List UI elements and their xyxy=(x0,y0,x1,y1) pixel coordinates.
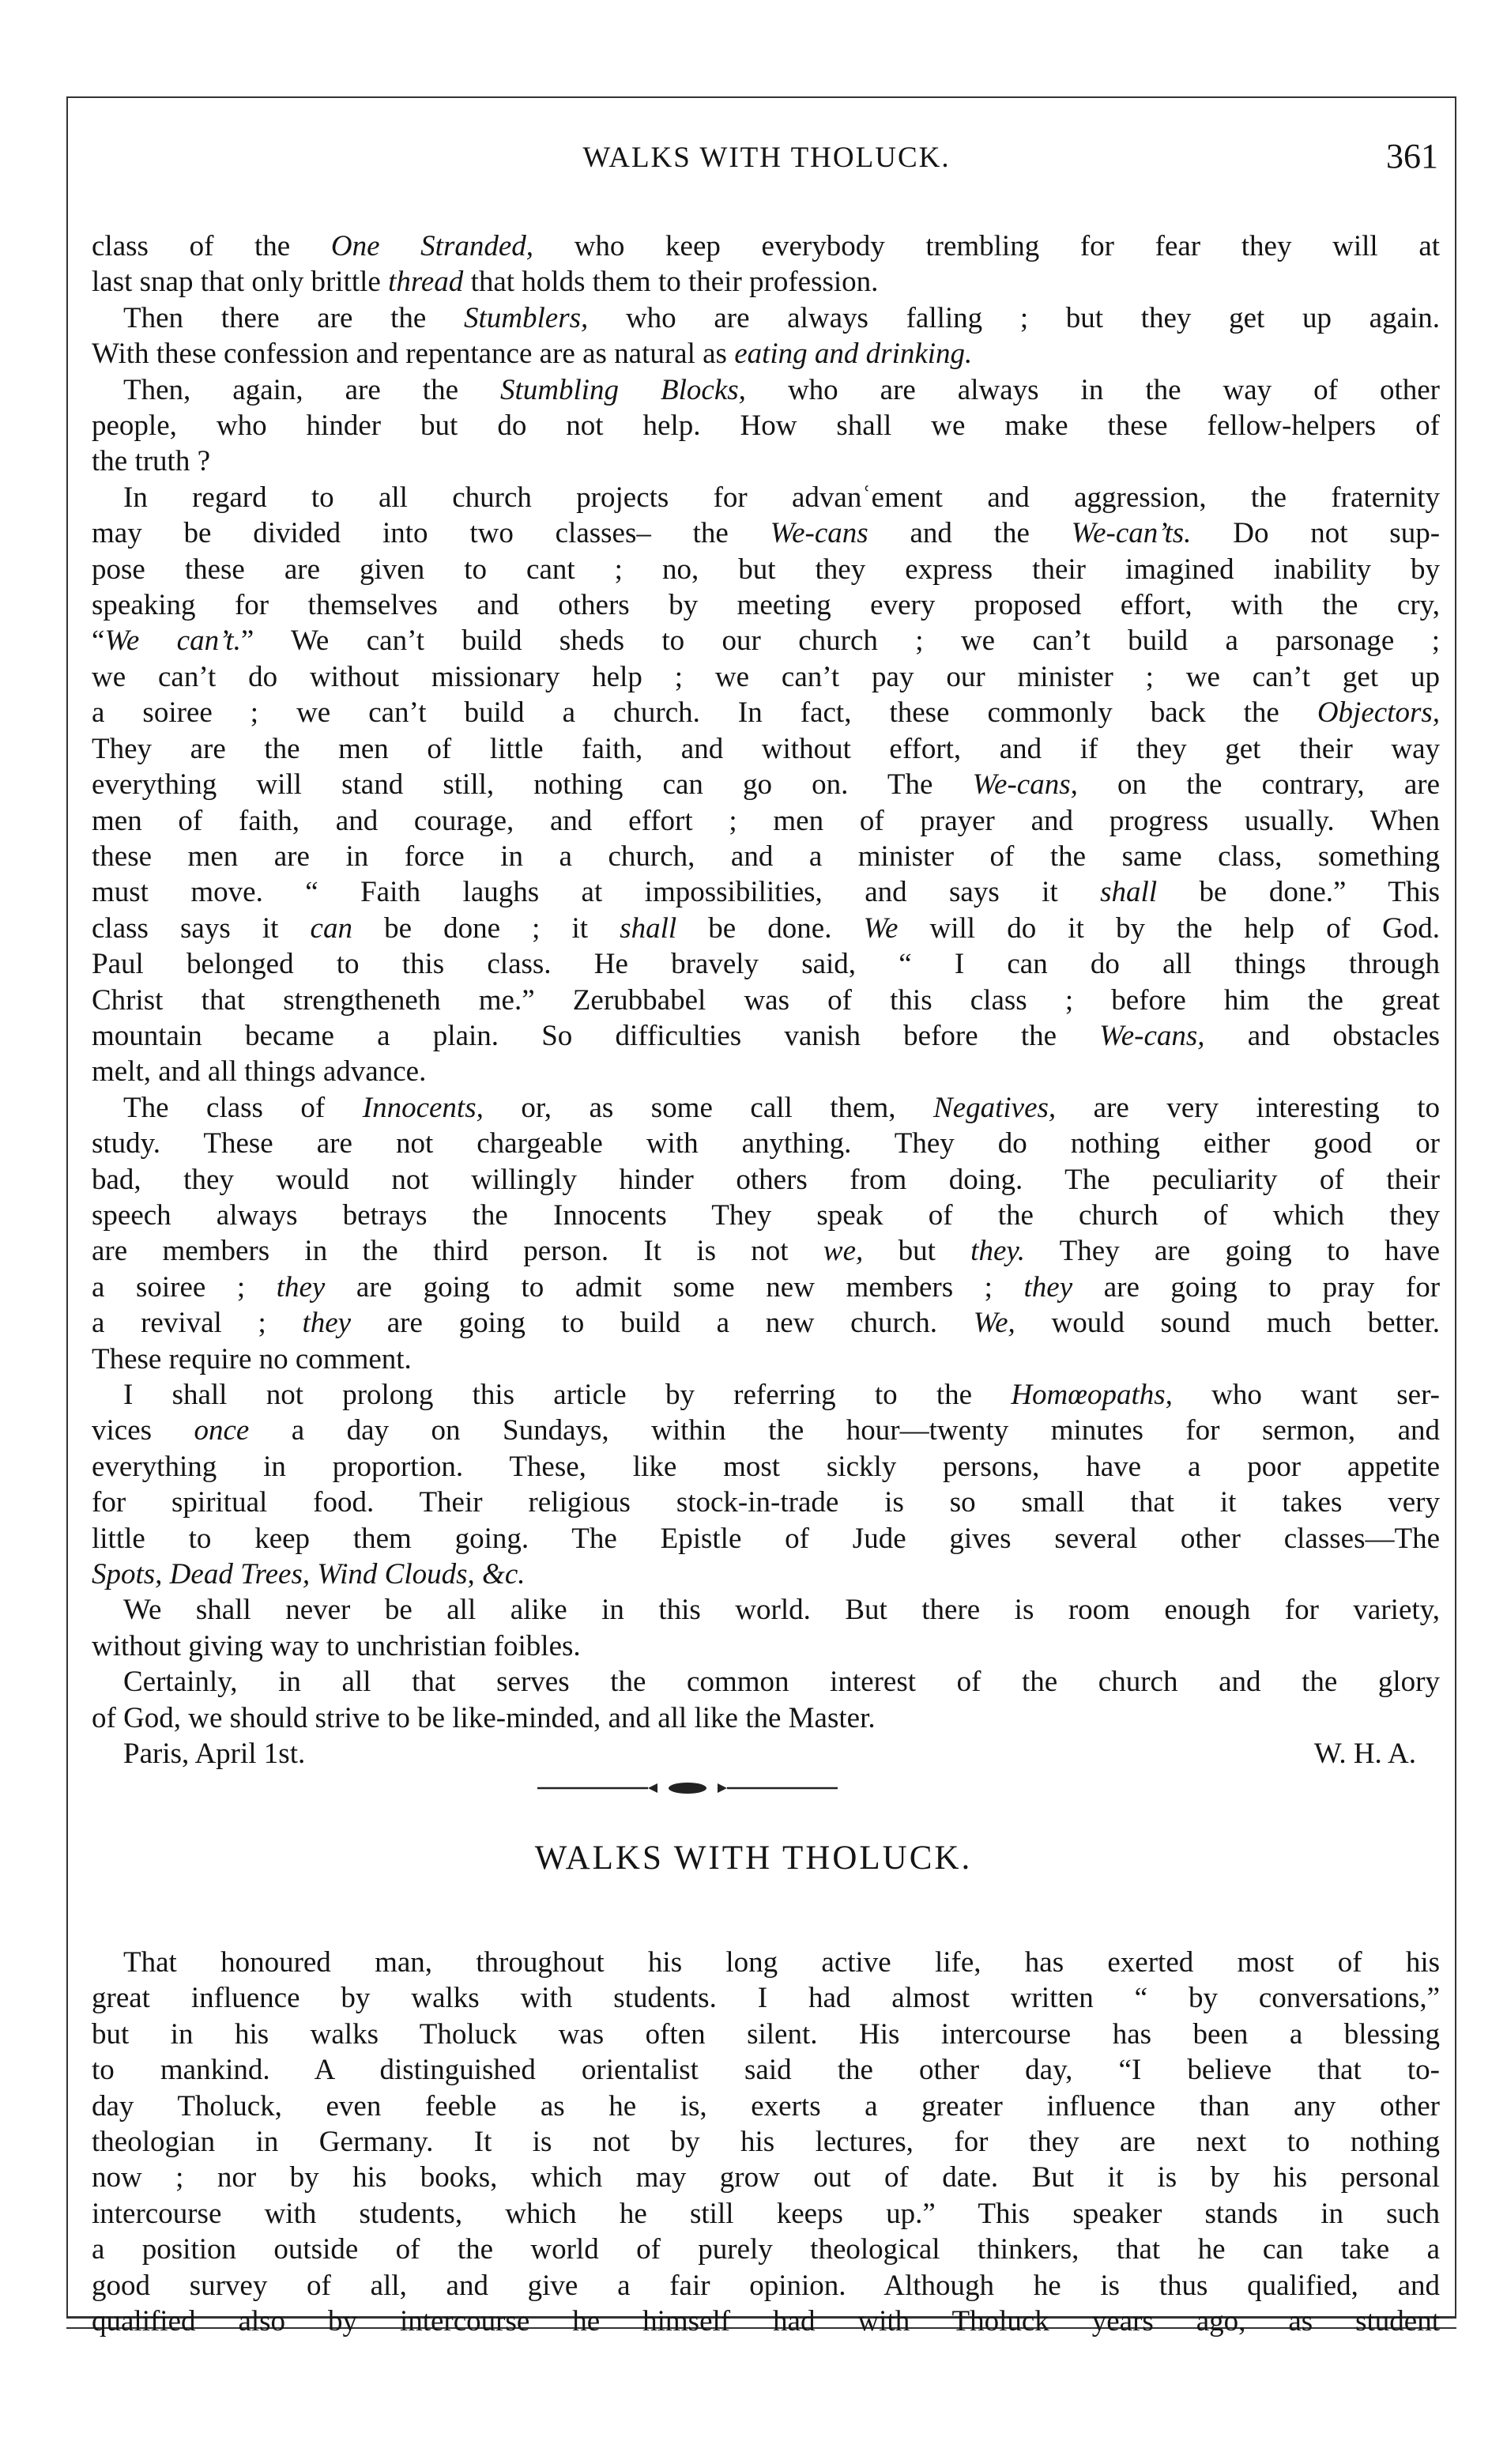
paragraph: must move. “ Faith laughs at impossibilities, and says it shall be done.” This xyxy=(92,876,1441,909)
paragraph: vices once a day on Sundays, within the hour—twenty minutes for sermon, and xyxy=(92,1414,1440,1447)
paragraph: mountain became a plain. So difficulties vanish before the We-cans, and obstacles xyxy=(92,1019,1441,1052)
paragraph: With these confession and repentance are as natural as eating and drinking. xyxy=(92,338,973,371)
paragraph: study. These are not chargeable with anything. They do nothing either good or xyxy=(92,1127,1440,1160)
text-line: but in his walks Tholuck was often silent. His intercourse has been a blessing xyxy=(92,2017,1440,2051)
paragraph: class of the One Stranded, who keep everybody trembling for fear they will at xyxy=(92,230,1441,262)
text-line: great influence by walks with students. I had almost written “ by conversations,” xyxy=(92,1982,1440,2015)
paragraph: They are the men of little faith, and without effort, and if they get their way xyxy=(92,732,1440,765)
text-line: good survey of all, and give a fair opinion. Although he is thus qualified, and xyxy=(92,2269,1440,2302)
text-line: That honoured man, throughout his long active life, has exerted most of his xyxy=(123,1946,1440,1979)
paragraph: We shall never be all alike in this world. But there is room enough for variety, xyxy=(123,1594,1440,1627)
running-title: WALKS WITH THOLUCK. xyxy=(582,142,951,174)
paragraph: Paul belonged to this class. He bravely said, “ I can do all things through xyxy=(92,948,1440,981)
paragraph: a soiree ; they are going to admit some new members ; they are going to pray for xyxy=(92,1270,1441,1304)
paragraph: we can’t do without missionary help ; we can’t pay our minister ; we can’t get up xyxy=(92,660,1440,693)
paragraph: Then there are the Stumblers, who are always falling ; but they get up again. xyxy=(123,301,1440,334)
article-body xyxy=(92,228,1440,1772)
paragraph: class says it can be done ; it shall be done. We will do it by the help of God. xyxy=(92,911,1441,945)
place-date: Paris, April 1st. xyxy=(123,1738,306,1771)
text-line: qualified also by intercourse he himself had with Tholuck years ago, as student xyxy=(92,2305,1440,2338)
signature-line xyxy=(92,1736,1440,1772)
ornament-divider xyxy=(537,1779,838,1798)
paragraph: Then, again, are the Stumbling Blocks, who are always in the way of other xyxy=(123,373,1440,406)
paragraph: The class of Innocents, or, as some call them, Negatives, are very interesting to xyxy=(123,1091,1441,1124)
paragraph: a soiree ; we can’t build a church. In fact, these commonly back the Objectors, xyxy=(92,696,1441,730)
text-line: theologian in Germany. It is not by his lectures, for they are next to nothing xyxy=(92,2126,1440,2159)
paragraph: In regard to all church projects for advanʿement and aggression, the fraternity xyxy=(123,481,1440,514)
text-line: intercourse with students, which he still keeps up.” This speaker stands in such xyxy=(92,2197,1440,2230)
text-line: now ; nor by his books, which may grow out of date. But it is by his personal xyxy=(92,2161,1440,2194)
paragraph: people, who hinder but do not help. How shall we make these fellow-helpers of xyxy=(92,409,1440,443)
paragraph: These require no comment. xyxy=(92,1342,412,1375)
text-line: a position outside of the world of purely theological thinkers, that he can take a xyxy=(92,2233,1440,2266)
paragraph: melt, and all things advance. xyxy=(92,1055,427,1089)
paragraph: without giving way to unchristian foibles. xyxy=(92,1629,581,1662)
paragraph: Certainly, in all that serves the common interest of the church and the glory xyxy=(123,1666,1440,1699)
paragraph: may be divided into two classes– the We-cans and the We-can’ts. Do not sup- xyxy=(92,517,1441,550)
paragraph: last snap that only brittle thread that holds them to their profession. xyxy=(92,266,879,299)
paragraph: Spots, Dead Trees, Wind Clouds, &c. xyxy=(92,1558,526,1591)
paragraph: everything will stand still, nothing can go on. The We-cans, on the contrary, are xyxy=(92,768,1441,802)
paragraph: the truth ? xyxy=(92,445,211,478)
paragraph: speaking for themselves and others by meeting every proposed effort, with the cry, xyxy=(92,589,1440,622)
page-number: 361 xyxy=(1386,137,1438,175)
paragraph: of God, we should strive to be like-minded, and all like the Master. xyxy=(92,1701,876,1734)
paragraph: bad, they would not willingly hinder others from doing. The peculiarity of their xyxy=(92,1163,1440,1196)
paragraph: little to keep them going. The Epistle of Jude gives several other classes—The xyxy=(92,1522,1440,1555)
paragraph: a revival ; they are going to build a new church. We, would sound much better. xyxy=(92,1307,1441,1340)
signature: W. H. A. xyxy=(1313,1738,1416,1771)
paragraph: men of faith, and courage, and effort ; men of prayer and progress usually. When xyxy=(92,804,1440,837)
paragraph: pose these are given to cant ; no, but they express their imagined inability by xyxy=(92,553,1440,586)
paragraph: everything in proportion. These, like most sickly persons, have a poor appetite xyxy=(92,1450,1440,1483)
section-title: WALKS WITH THOLUCK. xyxy=(534,1840,973,1877)
article-body-2 xyxy=(92,1945,1440,2339)
paragraph: speech always betrays the Innocents They speak of the church of which they xyxy=(92,1198,1440,1232)
paragraph: I shall not prolong this article by referring to the Homœopaths, who want ser- xyxy=(123,1379,1440,1411)
paragraph: these men are in force in a church, and a minister of the same class, something xyxy=(92,840,1440,873)
paragraph: “We can’t.” We can’t build sheds to our church ; we can’t build a parsonage ; xyxy=(92,624,1440,658)
paragraph: are members in the third person. It is not we, but they. They are going to have xyxy=(92,1235,1441,1268)
text-line: to mankind. A distinguished orientalist said the other day, “I believe that to- xyxy=(92,2054,1440,2087)
paragraph: Christ that strengtheneth me.” Zerubbabel was of this class ; before him the great xyxy=(92,983,1440,1017)
running-head xyxy=(95,137,1438,188)
paragraph: for spiritual food. Their religious stock-in-trade is so small that it takes very xyxy=(92,1486,1440,1519)
text-line: day Tholuck, even feeble as he is, exerts a greater influence than any other xyxy=(92,2089,1440,2123)
